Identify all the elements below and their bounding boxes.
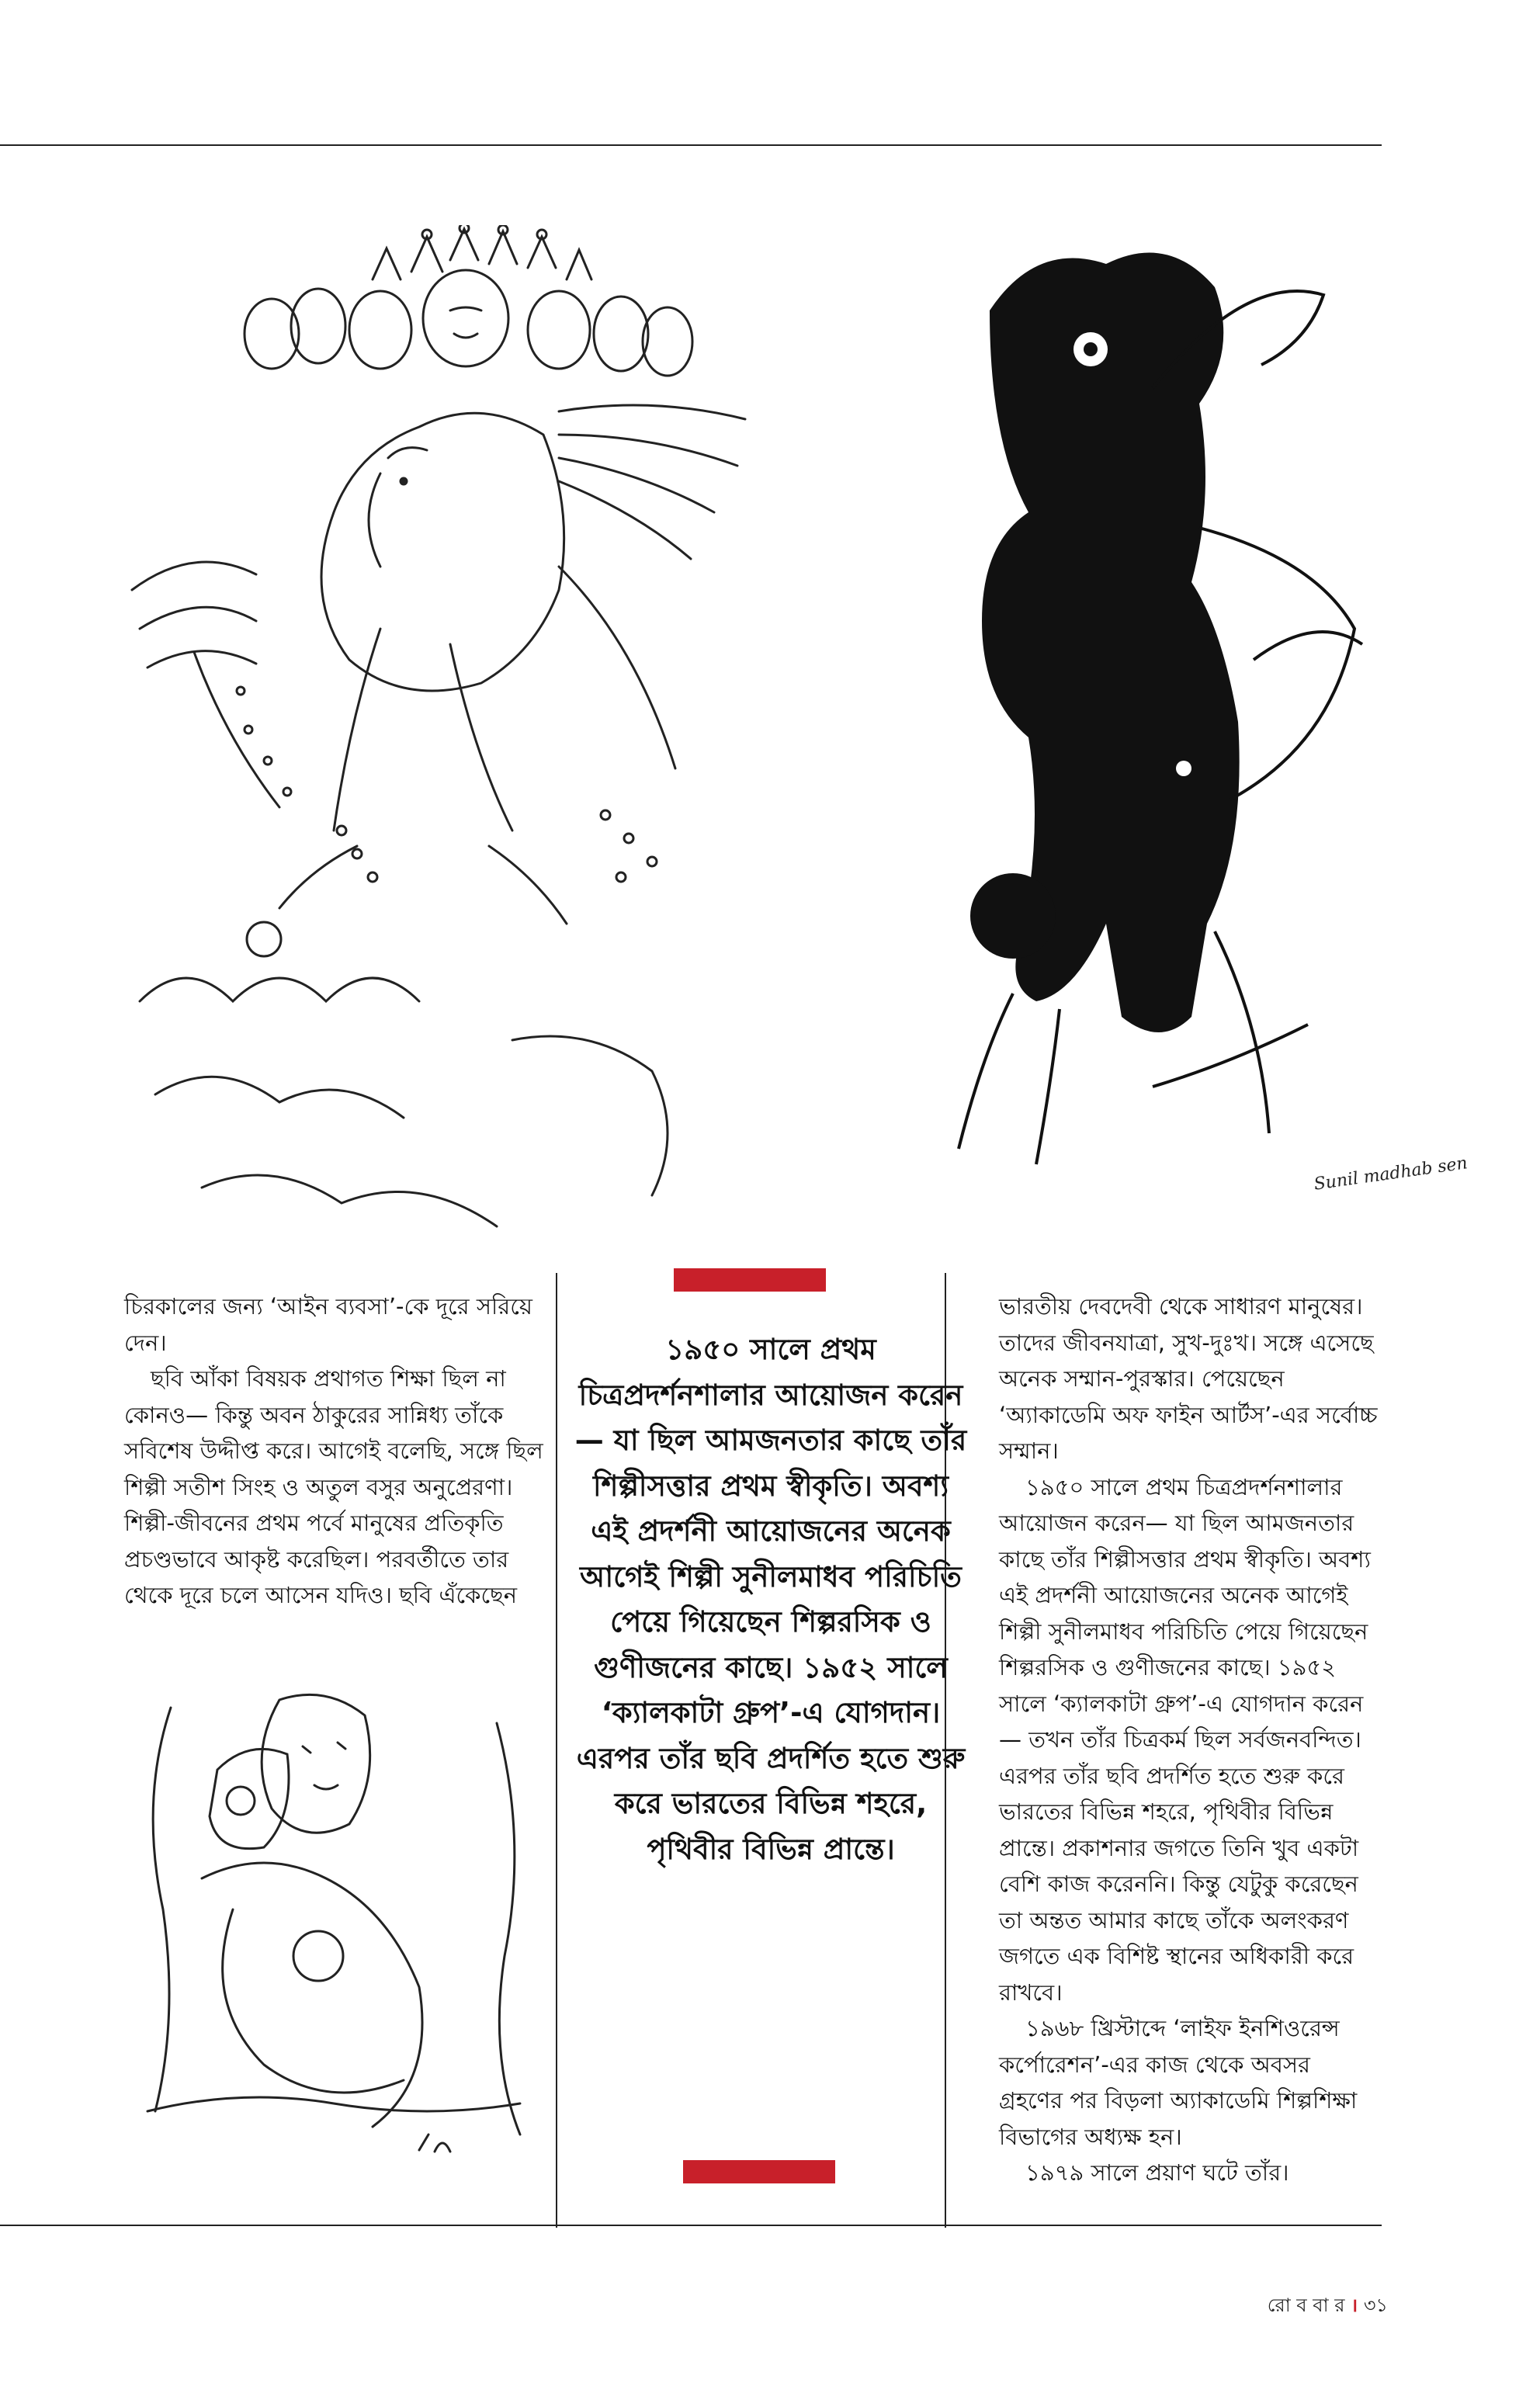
heads-icon	[245, 270, 692, 376]
right-paragraph-4: ১৯৭৯ সালে প্রয়াণ ঘটে তাঁর।	[1025, 2159, 1289, 2186]
page-number: ৩১	[1363, 2294, 1388, 2316]
illustration-black-figure-bird	[920, 233, 1370, 1250]
magazine-name: রো ব বা র	[1267, 2294, 1345, 2316]
column-divider-left	[556, 1273, 557, 2228]
bottom-rule	[0, 2225, 1382, 2226]
right-column-text	[999, 1288, 1379, 2191]
crowns-icon	[373, 225, 591, 279]
pull-quote-top-bar	[674, 1268, 826, 1292]
pull-quote-bottom-bar	[683, 2160, 835, 2183]
right-paragraph-3: ১৯৬৮ খ্রিস্টাব্দে ‘লাইফ ইনশিওরেন্স কর্পোরেশন’-এর কাজ থেকে অবসর গ্রহণের পর বিড়লা অ্যাকাডেমি শিল্পশিক্ষা বিভাগের অধ্যক্ষ হন।	[999, 2015, 1358, 2150]
left-paragraph-2: ছবি আঁকা বিষয়ক প্রথাগত শিক্ষা ছিল না কোনও— কিন্তু অবন ঠাকুরের সান্নিধ্য তাঁকে সবিশেষ উদ্দীপ্ত করে। আগেই বলেছি, সঙ্গে ছিল শিল্পী সতীশ সিংহ ও অতুল বসুর অনুপ্রেরণা। শিল্পী-জীবনের প্রথম পর্বে মানুষের প্রতিকৃতি প্রচণ্ডভাবে আকৃষ্ট করেছিল। পরবর্তীতে তার থেকে দূরে চলে আসেন যদিও। ছবি এঁকেছেন	[124, 1365, 543, 1608]
top-rule	[0, 144, 1382, 146]
right-paragraph-1: ভারতীয় দেবদেবী থেকে সাধারণ মানুষের। তাদের জীবনযাত্রা, সুখ-দুঃখ। সঙ্গে এসেছে অনেক সম্মান-পুরস্কার। পেয়েছেন ‘অ্যাকাডেমি অফ ফাইন আর্টস’-এর সর্বোচ্চ সম্মান।	[999, 1293, 1378, 1464]
illustration-embracing-couple	[124, 1677, 543, 2173]
right-paragraph-2: ১৯৫০ সালে প্রথম চিত্রপ্রদর্শনশালার আয়োজন করেন— যা ছিল আমজনতার কাছে তাঁর শিল্পীসত্তার প্রথম স্বীকৃতি। অবশ্য এই প্রদর্শনী আয়োজনের অনেক আগেই শিল্পী সুনীলমাধব পরিচিতি পেয়ে গিয়েছেন শিল্পরসিক ও গুণীজনের কাছে। ১৯৫২ সালে ‘ক্যালকাটা গ্রুপ’-এ যোগদান করেন— তখন তাঁর চিত্রকর্ম ছিল সর্বজনবন্দিত। এরপর তাঁর ছবি প্রদর্শিত হতে শুরু করে ভারতের বিভিন্ন শহরে, পৃথিবীর বিভিন্ন প্রান্তে। প্রকাশনার জগতে তিনি খুব একটা বেশি কাজ করেননি। কিন্তু যেটুকু করেছেন তা অন্তত আমার কাছে তাঁকে অলংকরণ জগতে এক বিশিষ্ট স্থানের অধিকারী করে রাখবে।	[999, 1473, 1371, 2006]
illustration-ravana-sita	[124, 225, 838, 1265]
folio-separator: ।	[1351, 2294, 1358, 2316]
artist-signature: Sunil madhab sen	[1313, 1153, 1469, 1195]
page-folio	[1268, 2291, 1388, 2322]
pull-quote: ১৯৫০ সালে প্রথম চিত্রপ্রদর্শনশালার আয়োজন করেন— যা ছিল আমজনতার কাছে তাঁর শিল্পীসত্তার প্রথম স্বীকৃতি। অবশ্য এই প্রদর্শনী আয়োজনের অনেক আগেই শিল্পী সুনীলমাধব পরিচিতি পেয়ে গিয়েছেন শিল্পরসিক ও গুণীজনের কাছে। ১৯৫২ সালে ‘ক্যালকাটা গ্রুপ’-এ যোগদান। এরপর তাঁর ছবি প্রদর্শিত হতে শুরু করে ভারতের বিভিন্ন শহরে, পৃথিবীর বিভিন্ন প্রান্তে।	[574, 1333, 967, 1866]
left-paragraph-1: চিরকালের জন্য ‘আইন ব্যবসা’-কে দূরে সরিয়ে দেন।	[124, 1293, 532, 1356]
left-column-text	[124, 1288, 543, 1614]
